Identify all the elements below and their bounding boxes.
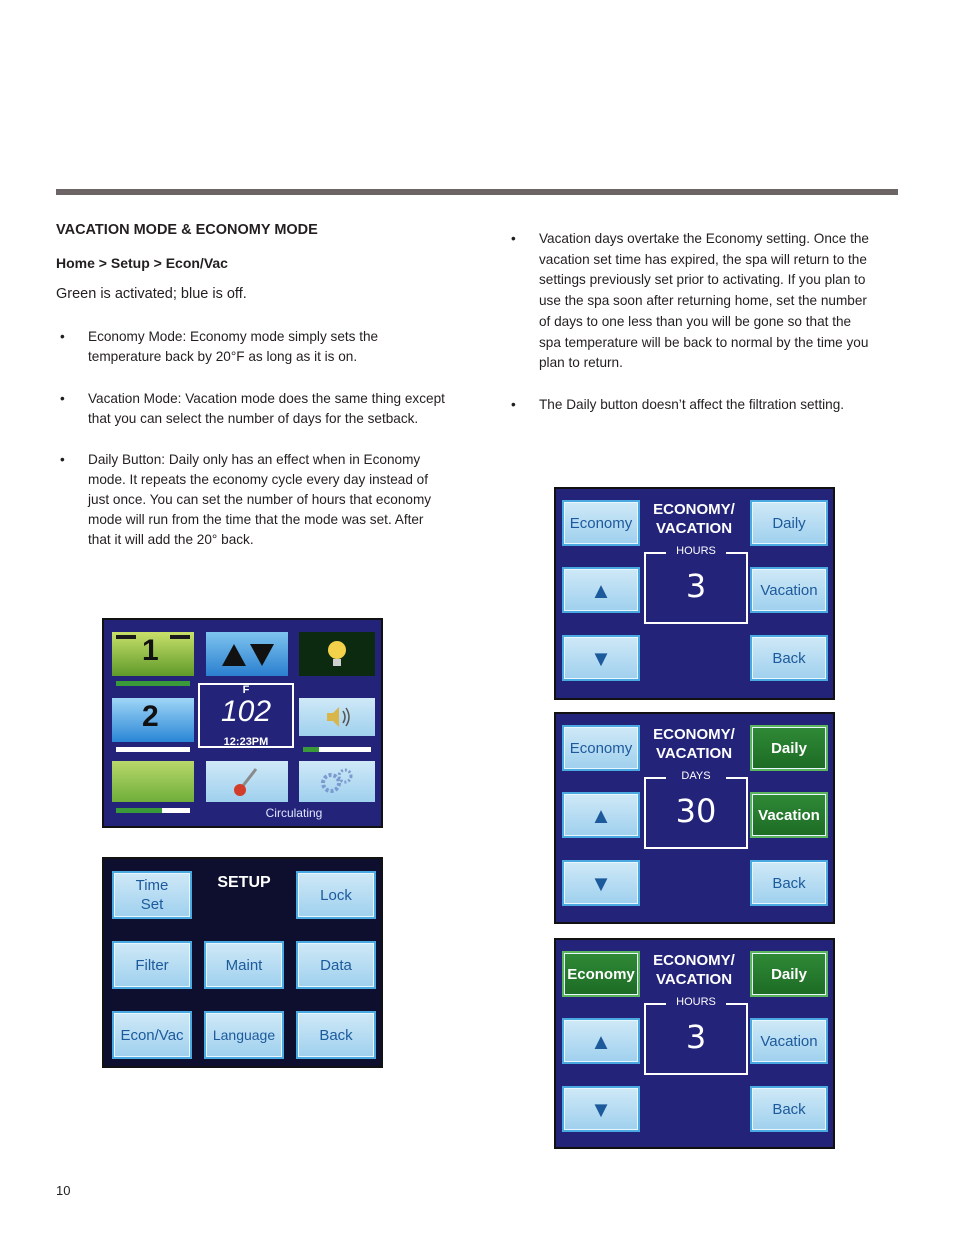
temp-arrows-tile [206,632,288,676]
bullet-line: The Daily button doesn’t affect the filtration setting. [539,397,845,412]
down-button[interactable] [562,1086,640,1132]
lock-button[interactable]: Lock [296,871,376,919]
section-title: VACATION MODE & ECONOMY MODE [56,222,318,238]
up-button[interactable] [562,792,640,838]
bullet-line: Vacation days overtake the Economy setting. Once the [539,231,869,246]
bullet-vacation-days [511,229,911,374]
bullet-economy-mode [60,327,460,367]
value-number: 3 [685,1018,707,1056]
econ-vac-screen-image [554,487,835,700]
bullet-line: that you can select the number of days for the setback. [88,411,419,426]
bullet-line: temperature back by 20°F as long as it is on. [88,349,358,364]
bullet-vacation-mode [60,389,460,429]
pump-2-label: 2 [142,700,159,733]
up-button[interactable] [562,567,640,613]
daily-button[interactable]: Daily [750,951,828,997]
time-set-label: Set [140,896,164,913]
dash-icon [170,635,190,639]
economy-button[interactable]: Economy [562,951,640,997]
thermometer-tile [206,761,288,802]
temp-unit: F [242,684,250,696]
daily-button[interactable]: Daily [750,500,828,546]
value-unit: HOURS [666,545,726,557]
econ-vac-screen-image [554,938,835,1149]
arrow-up-icon: ▲ [590,802,612,828]
status-text: Circulating [265,806,323,820]
economy-button[interactable]: Economy [562,500,640,546]
spa-tile [112,761,194,802]
data-button[interactable]: Data [296,941,376,989]
daily-button[interactable]: Daily [750,725,828,771]
arrow-down-icon: ▼ [590,1096,612,1122]
time-set-button[interactable] [112,871,192,919]
vacation-button[interactable]: Vacation [750,567,828,613]
econ-vac-button[interactable]: Econ/Vac [112,1011,192,1059]
bullet-dot: • [511,231,516,246]
back-button[interactable]: Back [750,860,828,906]
header-rule [56,189,898,195]
audio-bar-level [303,747,319,752]
setup-screen-image [102,857,383,1068]
maint-button[interactable]: Maint [204,941,284,989]
bullet-line: Vacation Mode: Vacation mode does the same thing except [88,391,445,406]
bullet-line: spa temperature will be back to normal by the time you [539,334,869,350]
arrow-up-icon: ▲ [590,577,612,603]
bullet-dot: • [511,397,516,412]
arrow-up-icon: ▲ [590,1028,612,1054]
bullet-line: mode. It repeats the economy cycle every day instead of [88,472,429,487]
gears-icon [299,761,375,802]
bullet-line: that it will add the 20° back. [88,532,254,547]
filter-button[interactable]: Filter [112,941,192,989]
intro-text: Green is activated; blue is off. [56,286,247,302]
bullet-line: Economy Mode: Economy mode simply sets the [88,329,379,344]
bullet-line: settings previously set prior to activating. If you plan to [539,272,866,288]
value-number: 30 [675,792,717,830]
page-number: 10 [56,1183,71,1198]
spa-bar-level [116,808,162,813]
settings-tile [299,761,375,802]
light-bulb-icon [299,632,375,676]
back-button[interactable]: Back [750,635,828,681]
bullet-line: vacation set time has expired, the spa will return to the [539,251,867,267]
value-unit: HOURS [666,996,726,1008]
bullet-daily-filtration [511,395,911,415]
back-button[interactable]: Back [750,1086,828,1132]
speaker-icon [299,698,375,736]
thermometer-icon [206,761,288,802]
bullet-dot: • [60,391,65,406]
temperature-display [198,683,294,748]
econ-vac-title-line: ECONOMY/ [653,952,735,969]
vacation-button[interactable]: Vacation [750,792,828,838]
pump-2-bar [116,747,190,752]
bullet-daily-button [60,450,460,550]
arrow-down-icon: ▼ [590,645,612,671]
econ-vac-title [642,951,746,989]
econ-vac-title [642,725,746,763]
bullet-dot: • [60,452,65,467]
language-button[interactable]: Language [204,1011,284,1059]
setup-title: SETUP [217,874,271,891]
temp-value: 102 [220,695,272,728]
economy-button[interactable]: Economy [562,725,640,771]
up-button[interactable] [562,1018,640,1064]
back-button[interactable]: Back [296,1011,376,1059]
bullet-line: use the spa soon after returning home, set the number [539,293,867,309]
down-button[interactable] [562,860,640,906]
pump-1-label: 1 [142,634,159,667]
light-tile [299,632,375,676]
arrow-down-icon: ▼ [590,870,612,896]
pump-1-bar [116,681,190,686]
dash-icon [116,635,136,639]
down-button[interactable] [562,635,640,681]
econ-vac-title-line: ECONOMY/ [653,726,735,743]
econ-vac-screen-image [554,712,835,924]
pump-1-tile [112,632,194,676]
bullet-line: of days to one less than you will be gone so that the [539,313,852,329]
home-screen-image [102,618,383,828]
up-down-arrows-icon [206,632,288,676]
bullet-line: plan to return. [539,355,623,371]
bullet-line: Daily Button: Daily only has an effect when in Economy [88,452,421,467]
audio-tile [299,698,375,736]
econ-vac-title [642,500,746,538]
econ-vac-title-line: VACATION [655,745,733,762]
econ-vac-title-line: VACATION [655,520,733,537]
value-unit: DAYS [666,770,726,782]
econ-vac-title-line: VACATION [655,971,733,988]
bullet-line: mode will run from the time that the mode was set. After [88,512,424,527]
clock-time: 12:23PM [223,736,269,748]
vacation-button[interactable]: Vacation [750,1018,828,1064]
pump-2-tile [112,698,194,742]
value-number: 3 [685,567,707,605]
time-set-label: Time [135,877,169,894]
bullet-line: just once. You can set the number of hours that economy [88,492,432,507]
econ-vac-title-line: ECONOMY/ [653,501,735,518]
breadcrumb: Home > Setup > Econ/Vac [56,255,228,271]
bullet-dot: • [60,329,65,344]
